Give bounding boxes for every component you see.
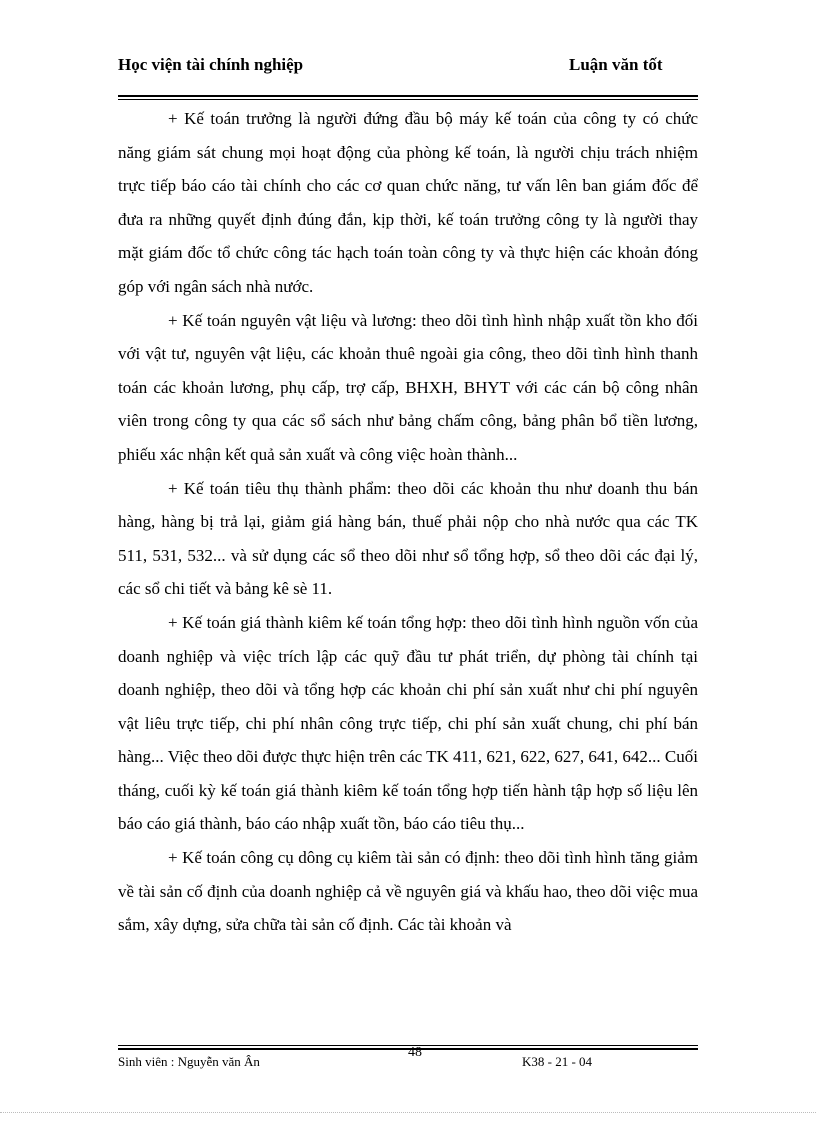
header-institution: Học viện tài chính nghiệp [118,55,304,74]
footer-student-name: Sinh viên : Nguyễn văn Ân [118,1054,260,1069]
paragraph-chief-accountant: + Kế toán trưởng là người đứng đầu bộ máy kế toán của công ty có chức năng giám sát chung mọi hoạt động của phòng kế toán, là người chịu trách nhiệm trực tiếp báo cáo tài chính cho các cơ quan chức năng, tư vấn lên ban giám đốc để đưa ra những quyết định đúng đắn, kịp thời, kế toán trưởng công ty là người thay mặt giám đốc tổ chức công tác hạch toán toàn công ty và thực hiện các khoản đóng góp với ngân sách nhà nước. [118,109,698,296]
header-thesis-title: Luận văn tốt [569,55,663,74]
header-rule-thin [118,99,698,100]
paragraph-tools-assets: + Kế toán công cụ dông cụ kiêm tài sản có định: theo dõi tình hình tăng giảm về tài sản cố định của doanh nghiệp cả về nguyên giá và khấu hao, theo dõi việc mua sắm, xây dựng, sửa chữa tài sản cố định. Các tài khoản và [118,848,698,935]
page-number: 48 [408,1045,422,1060]
header-rule-thick [118,95,698,97]
paragraph-materials-salary: + Kế toán nguyên vật liệu và lương: theo dõi tình hình nhập xuất tồn kho đối với vật tư, nguyên vật liệu, các khoản thuê ngoài gia công, theo dõi tình hình thanh toán các khoản lương, phụ cấp, trợ cấp, BHXH, BHYT với các cán bộ công nhân viên trong công ty qua các sổ sách như bảng chấm công, bảng phân bổ tiền lương, phiếu xác nhận kết quả sản xuất và công việc hoàn thành... [118,310,698,464]
page-bottom-border [0,1112,816,1113]
paragraph-sales: + Kế toán tiêu thụ thành phẩm: theo dõi các khoản thu như doanh thu bán hàng, hàng bị trả lại, giảm giá hàng bán, thuế phải nộp cho nhà nước qua các TK 511, 531, 532... và sử dụng các sổ theo dõi như sổ tổng hợp, sổ theo dõi các đại lý, các sổ chi tiết và bảng kê sè 11. [118,478,698,599]
footer [118,1045,698,1078]
body-text [118,102,698,942]
footer-class-code: K38 - 21 - 04 [522,1054,593,1069]
paragraph-cost-general: + Kế toán giá thành kiêm kế toán tổng hợp: theo dõi tình hình nguồn vốn của doanh nghiệp và việc trích lập các quỹ đầu tư phát triển, dự phòng tài chính tại doanh nghiệp, theo dõi và tổng hợp các khoản chi phí sản xuất như chi phí nguyên vật liêu trực tiếp, chi phí nhân công trực tiếp, chi phí sản xuất chung, chi phí bán hàng... Việc theo dõi được thực hiện trên các TK 411, 621, 622, 627, 641, 642... Cuối tháng, cuối kỳ kế toán giá thành kiêm kế toán tổng hợp tiến hành tập hợp số liệu lên báo cáo giá thành, báo cáo nhập xuất tồn, báo cáo tiêu thụ... [118,612,698,834]
